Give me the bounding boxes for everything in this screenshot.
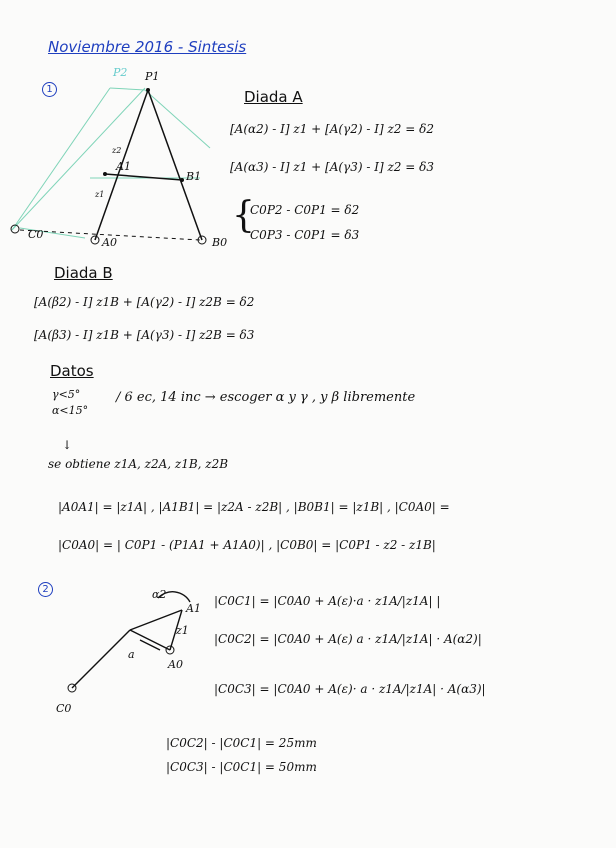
diada-a-eq2: [A(α3) - I] z1 + [A(γ3) - I] z2 = δ3 — [230, 160, 434, 174]
label-b1: B1 — [186, 170, 202, 183]
section2-res1: |C0C2| - |C0C1| = 25mm — [166, 736, 317, 750]
datos-result: se obtiene z1A, z2A, z1B, z2B — [48, 457, 229, 471]
diada-b-eq1: [A(β2) - I] z1B + [A(γ2) - I] z2B = δ2 — [34, 295, 255, 309]
diada-a-sys1: C0P2 - C0P1 = δ2 — [250, 203, 360, 217]
datos-arrow: ↓ — [62, 438, 73, 452]
label-b0: B0 — [212, 236, 228, 249]
datos-title: Datos — [50, 362, 94, 380]
label-a1: A1 — [116, 160, 131, 173]
label-2-c0: C0 — [56, 702, 72, 715]
section-2-number: 2 — [38, 582, 53, 597]
lengths-line2: |C0A0| = | C0P1 - (P1A1 + A1A0)| , |C0B0| = |C0P1 - z2 - z1B| — [58, 538, 436, 552]
datos-cond1: γ<5° — [52, 388, 81, 401]
section2-eq3: |C0C3| = |C0A0 + A(ε)· a · z1A/|z1A| · A(α3)| — [214, 682, 486, 696]
datos-summary: / 6 ec, 14 inc → escoger α y γ , y β libremente — [116, 390, 416, 405]
label-z1: z1 — [95, 190, 105, 199]
section2-res2: |C0C3| - |C0C1| = 50mm — [166, 760, 317, 774]
system-brace: { — [232, 195, 255, 236]
section-1-number: 1 — [42, 82, 57, 97]
section2-eq1: |C0C1| = |C0A0 + A(ε)·a · z1A/|z1A| | — [214, 594, 441, 608]
lengths-line1: |A0A1| = |z1A| , |A1B1| = |z2A - z2B| , |B0B1| = |z1B| , |C0A0| = — [58, 500, 450, 514]
label-p2: P2 — [113, 66, 128, 79]
datos-cond2: α<15° — [52, 404, 89, 417]
diada-a-title: Diada A — [244, 88, 303, 106]
label-2-a: a — [128, 648, 135, 661]
diada-b-eq2: [A(β3) - I] z1B + [A(γ3) - I] z2B = δ3 — [34, 328, 255, 342]
diada-a-sys2: C0P3 - C0P1 = δ3 — [250, 228, 360, 242]
label-2-a0: A0 — [168, 658, 183, 671]
page-title: Noviembre 2016 - Sintesis — [48, 38, 247, 56]
section2-eq2: |C0C2| = |C0A0 + A(ε) a · z1A/|z1A| · A(α2)| — [214, 632, 482, 646]
label-a0: A0 — [102, 236, 117, 249]
label-2-z: z1 — [176, 624, 189, 637]
label-2-a1: A1 — [186, 602, 201, 615]
label-p1: P1 — [145, 70, 160, 83]
label-c0: C0 — [28, 228, 44, 241]
label-2-alpha: α2 — [152, 588, 167, 601]
diada-a-eq1: [A(α2) - I] z1 + [A(γ2) - I] z2 = δ2 — [230, 122, 434, 136]
diada-b-title: Diada B — [54, 264, 113, 282]
label-z2: z2 — [112, 146, 122, 155]
